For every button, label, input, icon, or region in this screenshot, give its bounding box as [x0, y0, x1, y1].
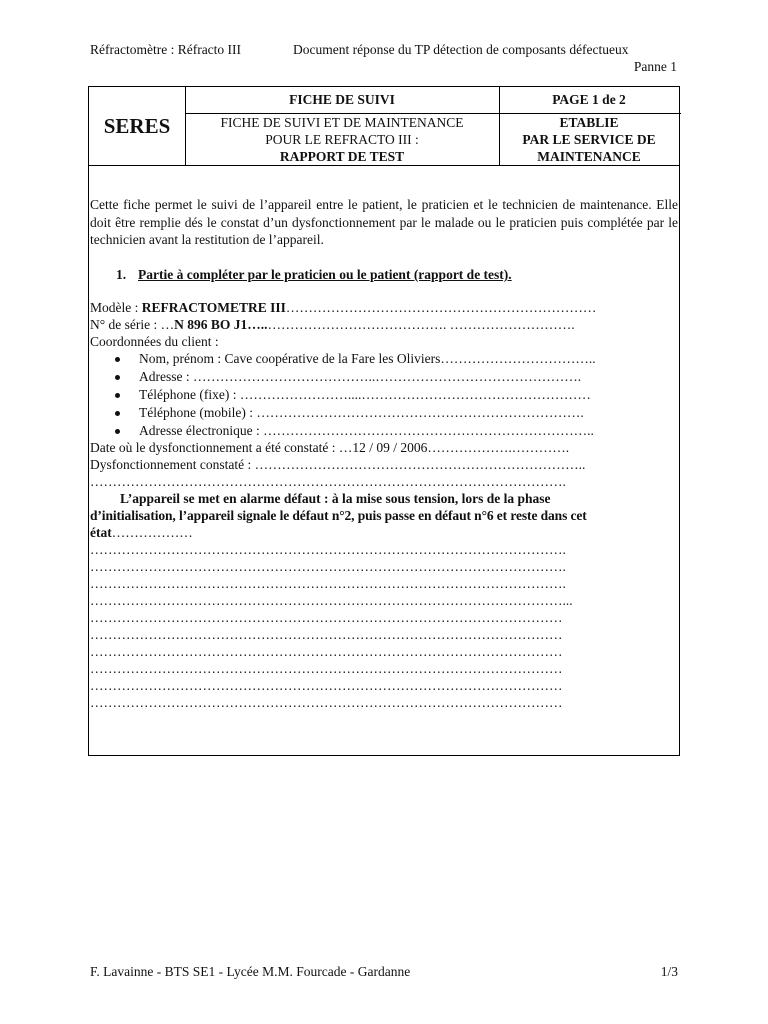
title-line2: POUR LE REFRACTO III : [265, 132, 419, 147]
blank-line: ……………………………………………………………………………………………. [90, 576, 566, 591]
serie-label: N° de série : … [90, 317, 175, 332]
dysfonctionnement-line: Dysfonctionnement constaté : ……………………………………………………………….. [90, 457, 586, 472]
alarm-line2: d’initialisation, l’appareil signale le défaut n°2, puis passe en défaut n°6 et reste dans cet [90, 508, 587, 523]
serie-value: N 896 BO J1….. [174, 317, 268, 332]
coord-label: Coordonnées du client : [90, 334, 219, 349]
blank-line: ……………………………………………………………………………………………. [90, 559, 566, 574]
seres-logo: SERES [103, 113, 171, 138]
blank-line: ……………………………………………………………………………………………... [90, 593, 573, 608]
header-panne: Panne 1 [633, 59, 677, 74]
blank-line: ……………………………………………………………………………………………. [90, 542, 566, 557]
alarm-dots: ……………… [111, 525, 193, 540]
serie-dots: …………………………………. ………………………. [267, 317, 575, 332]
section-number: 1. [116, 267, 127, 282]
modele-dots: …………………………………………………………… [285, 300, 597, 315]
section-title: Partie à compléter par le praticien ou le patient (rapport de test). [138, 267, 512, 282]
intro-paragraph: Cette fiche permet le suivi de l’appareil entre le patient, le praticien et le technicien de maintenance. Elle doit être remplie dés le constat d’un dysfonctionnement par le malade ou le praticien puis complétée par le technicien avant la restitution de l’appareil. [90, 197, 678, 247]
blank-line: …………………………………………………………………………………………… [90, 678, 563, 693]
serie-line [90, 316, 575, 333]
blank-line: …………………………………………………………………………………………… [90, 695, 563, 710]
title-line3: RAPPORT DE TEST [279, 149, 405, 164]
modele-label: Modèle : [90, 300, 142, 315]
date-line: Date où le dysfonctionnement a été constaté : …12 / 09 / 2006……………….…………. [90, 440, 570, 455]
page-number: PAGE 1 de 2 [552, 92, 626, 107]
alarm-line1: L’appareil se met en alarme défaut : à la mise sous tension, lors de la phase [120, 491, 551, 506]
title-top: FICHE DE SUIVI [289, 92, 395, 107]
modele-line [90, 299, 596, 316]
bullet-tel-fixe: Téléphone (fixe) : ……………………....…………………………………………… [139, 387, 591, 402]
modele-value: REFRACTOMETRE III [141, 300, 286, 315]
alarm-line3 [90, 524, 193, 541]
etablie-line2: PAR LE SERVICE DE [522, 132, 656, 147]
bullet-nom: Nom, prénom : Cave coopérative de la Fare les Oliviers…………………………….. [139, 351, 596, 366]
bullet-adresse: Adresse : …………………………………..………………………………………. [139, 369, 582, 384]
dotted-line: ……………………………………………………………………………………………. [90, 474, 566, 489]
footer-page-number: 1/3 [660, 964, 678, 979]
etablie-line3: MAINTENANCE [537, 149, 641, 164]
alarm-etat: état [90, 525, 112, 540]
bullet-tel-mobile: Téléphone (mobile) : ………………………………………………………………. [139, 405, 584, 420]
blank-line: …………………………………………………………………………………………… [90, 661, 563, 676]
etablie-line1: ETABLIE [559, 115, 619, 130]
bullet-email: Adresse électronique : ……………………………………………………………….. [139, 423, 594, 438]
header-left: Réfractomètre : Réfracto III [90, 42, 242, 57]
blank-line: …………………………………………………………………………………………… [90, 644, 563, 659]
blank-line: …………………………………………………………………………………………… [90, 627, 563, 642]
blank-line: …………………………………………………………………………………………… [90, 610, 563, 625]
title-line1: FICHE DE SUIVI ET DE MAINTENANCE [220, 115, 464, 130]
footer-left: F. Lavainne - BTS SE1 - Lycée M.M. Fourcade - Gardanne [90, 964, 411, 979]
header-right: Document réponse du TP détection de composants défectueux [293, 42, 629, 57]
